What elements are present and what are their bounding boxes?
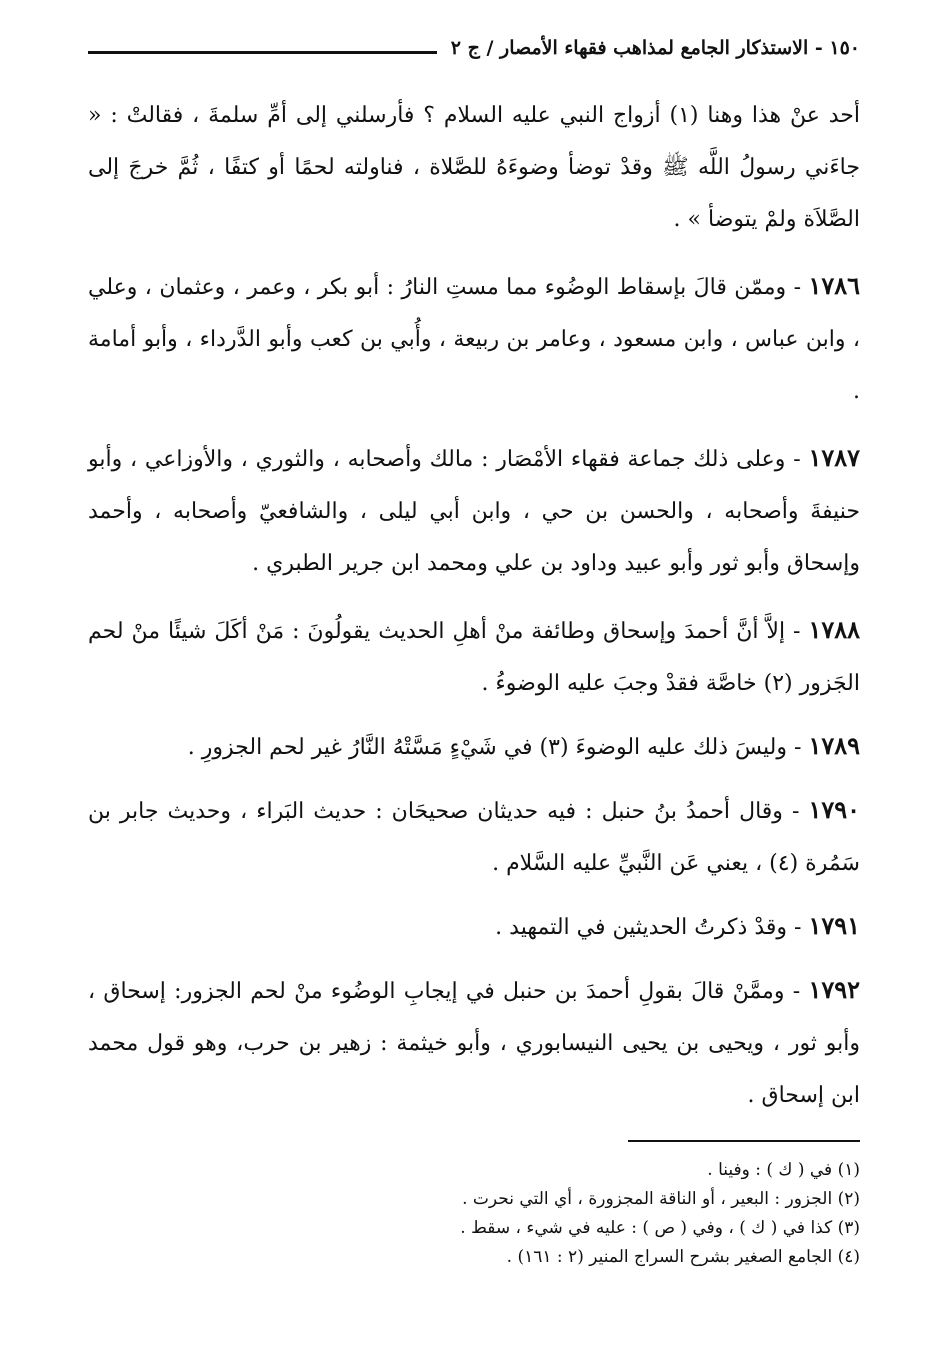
footnote-2: (٢) الجزور : البعير ، أو الناقة المجزورة ، أي التي نحرت . [462, 1189, 860, 1209]
footnote-3: (٣) كذا في ( ك ) ، وفي ( ص ) : عليه في شيء ، سقط . [460, 1218, 860, 1238]
paragraph-text: - وقدْ ذكرتُ الحديثين في التمهيد . [495, 915, 809, 940]
paragraph-1787 [88, 432, 860, 590]
main-text [88, 90, 860, 1122]
paragraph-continuation [88, 90, 860, 246]
paragraph-number: ١٧٩١ [808, 911, 860, 940]
footnotes [88, 1156, 860, 1272]
header-title: ١٥٠ - الاستذكار الجامع لمذاهب فقهاء الأمصار / ج ٢ [450, 37, 860, 59]
paragraph-number: ١٧٨٧ [808, 443, 860, 472]
paragraph-text: أحد عنْ هذا وهنا (١) أزواج النبي عليه السلام ؟ فأرسلني إلى أمِّ سلمةَ ، فقالتْ : « جاءَني رسولُ اللَّه ﷺ وقدْ توضأ وضوءَهُ للصَّلاة ، فناولته لحمًا أو كتفًا ، ثُمَّ خرجَ إلى الصَّلاَة ولمْ يتوضأ » . [88, 103, 860, 232]
footnote-separator [628, 1140, 860, 1142]
header-rule [88, 51, 437, 54]
running-header [88, 28, 860, 68]
paragraph-text: - وعلى ذلك جماعة فقهاء الأمْصَار : مالك وأصحابه ، والثوري ، والأوزاعي ، وأبو حنيفةَ وأصحابه ، والحسن بن حي ، وابن أبي ليلى ، والشافعيّ وأصحابه ، وأحمد وإسحاق وأبو ثور وأبو عبيد وداود بن علي ومحمد ابن جرير الطبري . [88, 447, 860, 576]
paragraph-number: ١٧٩٢ [808, 975, 860, 1004]
paragraph-1788 [88, 604, 860, 710]
paragraph-1786 [88, 260, 860, 418]
paragraph-number: ١٧٩٠ [808, 795, 860, 824]
paragraph-1791 [88, 900, 860, 954]
book-page [88, 28, 860, 1272]
paragraph-number: ١٧٨٦ [808, 271, 860, 300]
paragraph-number: ١٧٨٩ [808, 731, 860, 760]
paragraph-text: - إلاَّ أنَّ أحمدَ وإسحاق وطائفة منْ أهلِ الحديث يقولُونَ : مَنْ أكَلَ شيئًا منْ لحم الجَزور (٢) خاصَّة فقدْ وجبَ عليه الوضوءُ . [88, 619, 860, 696]
paragraph-1789 [88, 720, 860, 774]
paragraph-text: - وممَّنْ قالَ بقولِ أحمدَ بن حنبل في إيجابِ الوضُوء منْ لحم الجزور: إسحاق ، وأبو ثور ، ويحيى بن يحيى النيسابوري ، وأبو خيثمة : زهير بن حرب، وهو قول محمد ابن إسحاق . [88, 979, 860, 1108]
paragraph-text: - وممّن قالَ بإسقاط الوضُوء مما مستِ النارُ : أبو بكر ، وعمر ، وعثمان ، وعلي ، وابن عباس ، وابن مسعود ، وعامر بن ربيعة ، وأُبي بن كعب وأبو الدَّرداء ، وأبو أمامة . [88, 275, 860, 404]
paragraph-text: - وقال أحمدُ بنُ حنبل : فيه حديثان صحيحَان : حديث البَراء ، وحديث جابر بن سَمُرة (٤) ، يعني عَن النَّبيِّ عليه السَّلام . [88, 799, 860, 876]
paragraph-1792 [88, 964, 860, 1122]
footnote-4: (٤) الجامع الصغير بشرح السراج المنير (٢ : ١٦١) . [506, 1247, 860, 1267]
footnote-1: (١) في ( ك ) : وفينا . [707, 1160, 860, 1180]
paragraph-text: - وليسَ ذلك عليه الوضوءَ (٣) في شَيْءٍ مَسَّتْهُ النَّارُ غير لحم الجزورِ . [187, 735, 809, 760]
paragraph-number: ١٧٨٨ [808, 615, 860, 644]
paragraph-1790 [88, 784, 860, 890]
